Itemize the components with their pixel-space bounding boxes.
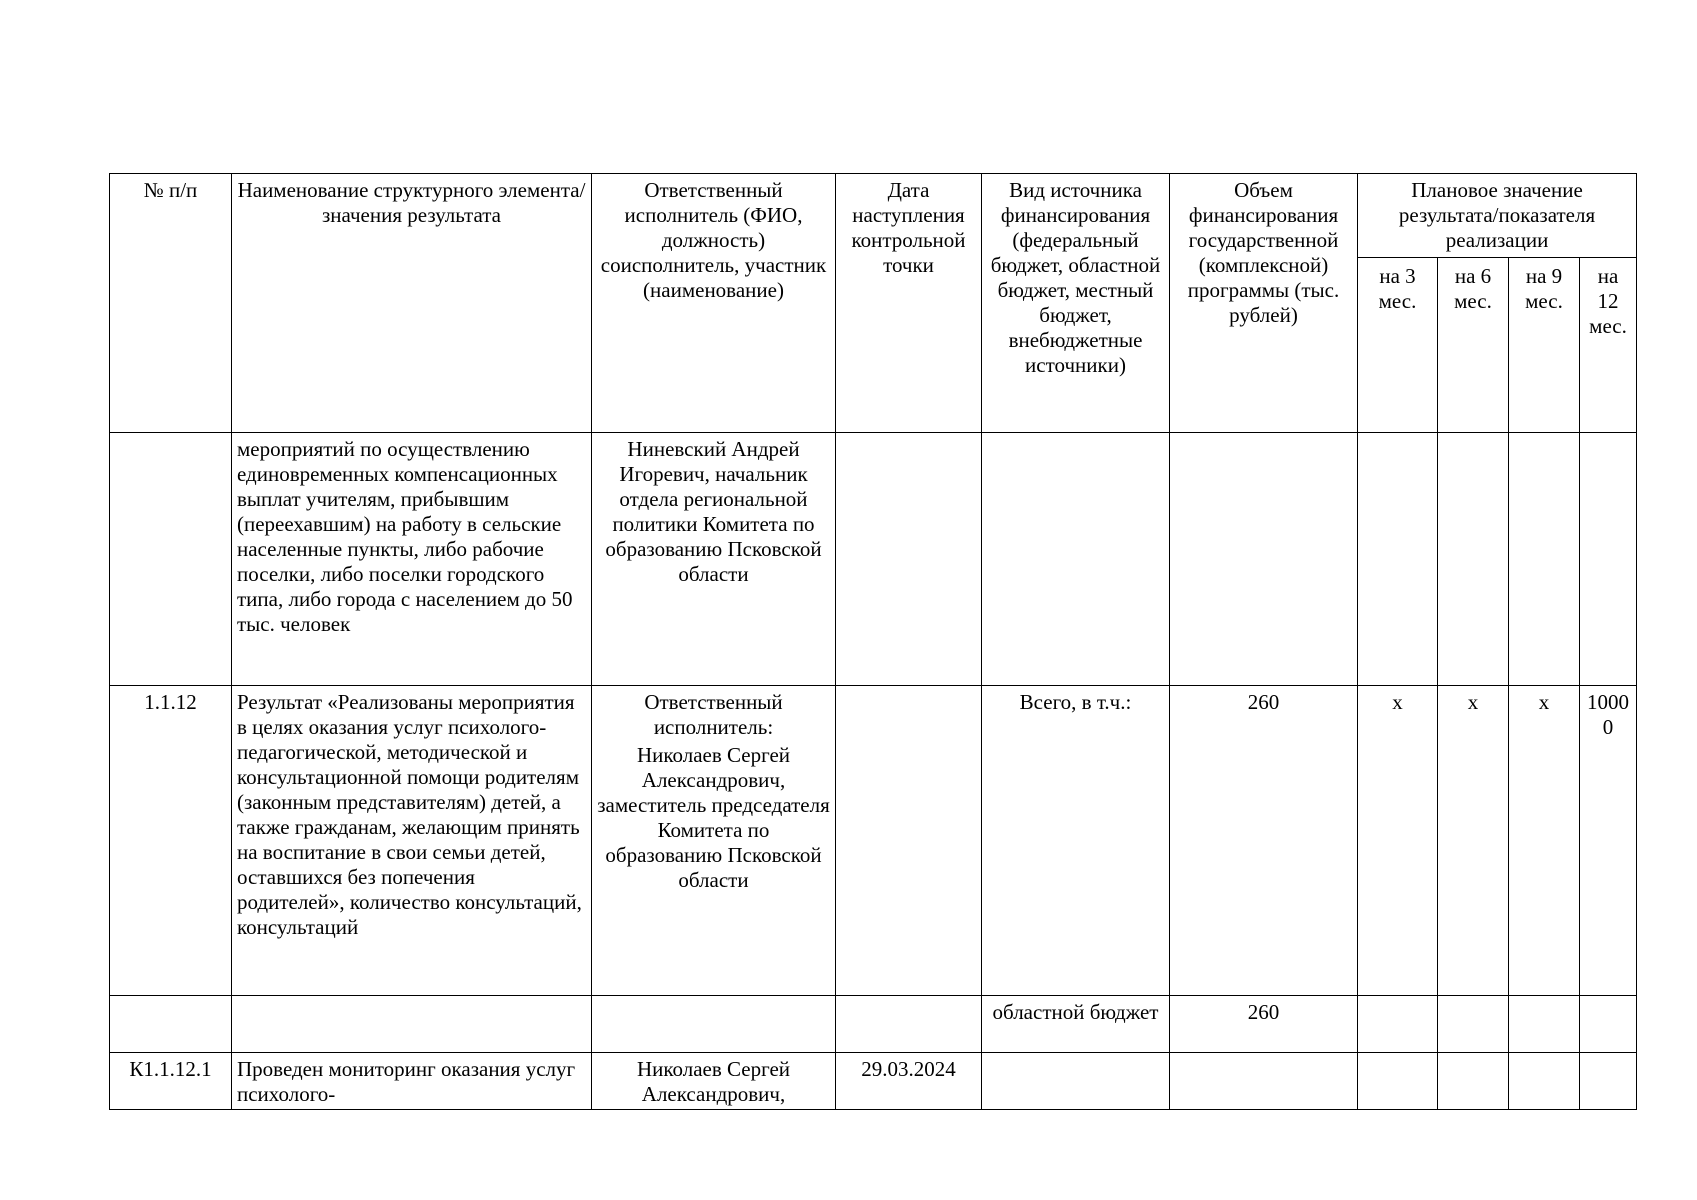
table-row: [110, 996, 1637, 1053]
row-m3: х: [1358, 686, 1438, 996]
row-m12: [1580, 1053, 1637, 1110]
row-num: [110, 996, 232, 1053]
row-source: [982, 433, 1170, 686]
row-num: К1.1.12.1: [110, 1053, 232, 1110]
row-name: Проведен мониторинг оказания услуг психолого-: [232, 1053, 592, 1110]
row-name: [232, 996, 592, 1053]
row-source: [982, 1053, 1170, 1110]
responsible-role: Ответственный исполнитель:: [644, 690, 783, 739]
row-date: [836, 433, 982, 686]
responsible-text: Ниневский Андрей Игоревич, начальник отдела региональной политики Комитета по образованию Псковской области: [605, 437, 822, 586]
table-row: [110, 686, 1637, 996]
row-volume: [1170, 1053, 1358, 1110]
row-volume: 260: [1170, 686, 1358, 996]
row-volume: 260: [1170, 996, 1358, 1053]
row-m12: 10000: [1580, 686, 1637, 996]
row-m3: [1358, 433, 1438, 686]
row-m6: [1438, 1053, 1509, 1110]
row-source: областной бюджет: [982, 996, 1170, 1053]
row-source: Всего, в т.ч.:: [982, 686, 1170, 996]
row-responsible: [592, 996, 836, 1053]
table-row: [110, 433, 1637, 686]
header-m6: на 6 мес.: [1438, 258, 1509, 433]
row-date: [836, 996, 982, 1053]
row-m6: [1438, 996, 1509, 1053]
financing-table: [109, 173, 1637, 1110]
header-source: Вид источника финансирования (федеральный бюджет, областной бюджет, местный бюджет, внебюджетные источники): [982, 174, 1170, 433]
row-m9: х: [1509, 686, 1580, 996]
header-name: Наименование структурного элемента/ значения результата: [232, 174, 592, 433]
header-date: Дата наступления контрольной точки: [836, 174, 982, 433]
header-m9: на 9 мес.: [1509, 258, 1580, 433]
header-m3: на 3 мес.: [1358, 258, 1438, 433]
table-row: [110, 1053, 1637, 1110]
row-num: [110, 433, 232, 686]
header-plan: Плановое значение результата/показателя реализации: [1358, 174, 1637, 258]
header-responsible: Ответственный исполнитель (ФИО, должность) соисполнитель, участник (наименование): [592, 174, 836, 433]
row-m3: [1358, 996, 1438, 1053]
row-volume: [1170, 433, 1358, 686]
row-num: 1.1.12: [110, 686, 232, 996]
row-responsible: [592, 686, 836, 996]
row-m3: [1358, 1053, 1438, 1110]
row-m6: х: [1438, 686, 1509, 996]
header-volume: Объем финансирования государственной (комплексной) программы (тыс. рублей): [1170, 174, 1358, 433]
header-m12: на 12 мес.: [1580, 258, 1637, 433]
header-num: № п/п: [110, 174, 232, 433]
responsible-text: Николаев Сергей Александрович, заместитель председателя Комитета по образованию Псковской области: [597, 743, 830, 892]
row-name: Результат «Реализованы мероприятия в целях оказания услуг психолого-педагогической, методической и консультационной помощи родителям (законным представителям) детей, а также гражданам, желающим принять на воспитание в свои семьи детей, оставшихся без попечения родителей», количество консультаций, консультаций: [232, 686, 592, 996]
row-m9: [1509, 433, 1580, 686]
row-responsible: [592, 433, 836, 686]
row-date: 29.03.2024: [836, 1053, 982, 1110]
row-date: [836, 686, 982, 996]
row-m9: [1509, 996, 1580, 1053]
row-name: мероприятий по осуществлению единовременных компенсационных выплат учителям, прибывшим (переехавшим) на работу в сельские населенные пункты, либо рабочие поселки, либо поселки городского типа, либо города с населением до 50 тыс. человек: [232, 433, 592, 686]
row-responsible: Николаев Сергей Александрович,: [592, 1053, 836, 1110]
row-m9: [1509, 1053, 1580, 1110]
row-m6: [1438, 433, 1509, 686]
row-m12: [1580, 433, 1637, 686]
row-m12: [1580, 996, 1637, 1053]
